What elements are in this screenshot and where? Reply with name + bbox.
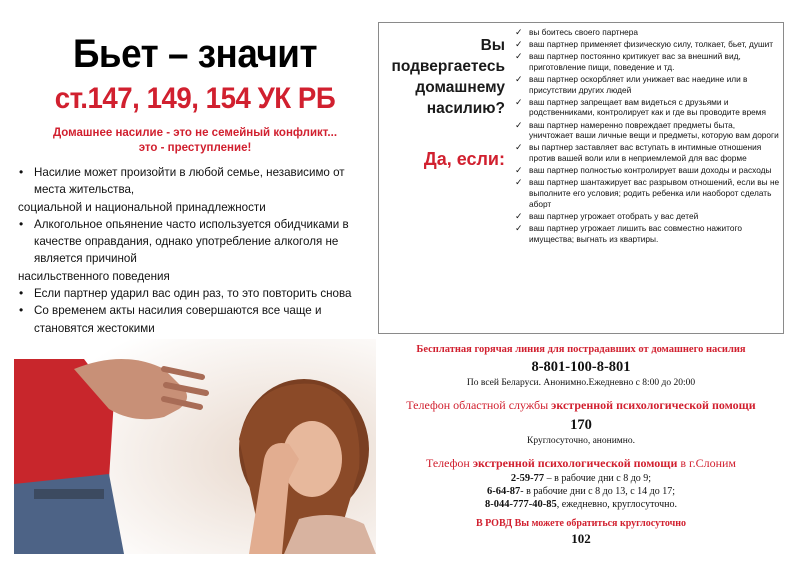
fact-text: Алкогольное опьянение часто используется обидчиками в качестве оправдания, однако употребление алкоголя не является причиной [34,217,349,266]
checkmark-icon: ✓ [515,96,523,107]
slonim-phone-line [378,473,784,484]
question-heading: Вы подвергаетесь домашнему насилию? [391,37,505,117]
hotline-number[interactable]: 8-801-100-8-801 [531,359,631,375]
checkmark-icon: ✓ [515,142,523,153]
bullet-icon: • [19,303,24,318]
slonim-service-title [378,456,784,471]
checkmark-icon: ✓ [515,51,523,62]
checkmark-icon: ✓ [515,177,523,188]
regional-number[interactable]: 170 [570,417,592,433]
bullet-icon: • [19,286,24,301]
signs-list [511,27,781,246]
regional-note: Круглосуточно, анонимно. [526,436,636,446]
slonim-phone-note: - в рабочие дни с 8 до 13, с 14 до 17; [520,486,675,497]
checkmark-icon: ✓ [515,222,523,233]
slonim-phone-number[interactable]: 8-044-777-40-85 [485,499,557,510]
tagline-line-1: Домашнее насилие - это не семейный конфликт... [52,127,338,139]
slonim-phone-number[interactable]: 6-64-87 [486,486,521,497]
regional-prefix: Телефон областной службы [406,398,552,412]
illustration-svg [14,339,376,554]
slonim-phone-note: – в рабочие дни с 8 до 9; [544,473,652,484]
sign-text: ваш партнер запрещает вам видеться с друзьями и родственниками, контролирует как и где вы проводите время [529,96,766,118]
hotline-title: Бесплатная горячая линия для пострадавших от домашнего насилия [416,344,746,355]
sign-text: ваш партнер полностью контролирует ваши доходы и расходы [529,165,772,176]
sign-text: ваш партнер применяет физическую силу, толкает, бьет, душит [529,39,774,50]
rovd-number[interactable]: 102 [571,531,591,546]
sign-item [511,39,781,50]
slonim-prefix: Телефон [425,456,473,470]
signs-panel [378,22,784,334]
headline: Бьет – значит [72,32,318,76]
checkmark-icon: ✓ [515,27,523,37]
fact-item [16,216,376,285]
sign-text: ваш партнер намеренно повреждает предметы быта, уничтожает ваши личные вещи и предметы, которую вам дороги [529,119,779,141]
slonim-phone-line [378,499,784,510]
checkmark-icon: ✓ [515,39,523,50]
illustration-photo [14,339,376,554]
tagline [14,126,376,156]
bullet-icon: • [19,216,24,231]
sign-text: ваш партнер оскорбляет или унижает вас наедине или в присутствии других людей [529,73,748,95]
sign-item [511,27,781,38]
slonim-phone-line [378,486,784,497]
jeans-shape [14,474,124,554]
answer-heading: Да, если: [423,149,505,169]
fact-item [16,302,376,337]
tagline-line-2: это - преступление! [138,142,252,154]
sign-text: ваш партнер угрожает лишить вас совместно нажитого имущества; выгнать из квартиры. [529,222,742,244]
regional-service-title [378,398,784,413]
fact-item [16,285,376,302]
fact-continuation: насильственного поведения [18,269,170,283]
fact-text: Насилие может произойти в любой семье, независимо от места жительства, [34,166,345,197]
sign-item [511,120,781,141]
fact-item [16,164,376,216]
checkmark-icon: ✓ [515,165,523,176]
sign-item [511,97,781,118]
slonim-phone-number[interactable]: 2-59-77 [510,473,545,484]
fact-text: Со временем акты насилия совершаются все чаще и становятся жестокими [34,304,322,335]
fact-text: Если партнер ударил вас один раз, то это повторить снова [34,287,352,301]
sign-text: ваш партнер шантажирует вас разрывом отношений, если вы не выполните его условия; родить ребенка или наоборот сделать аборт [529,177,780,209]
left-column [14,14,376,554]
sign-item [511,74,781,95]
sign-item [511,51,781,72]
facts-list [16,164,376,337]
regional-bold: экстренной психологической помощи [551,398,756,412]
slonim-phone-note: , ежедневно, круглосуточно. [556,499,677,510]
checkmark-icon: ✓ [515,210,523,221]
sign-item [511,211,781,222]
sign-item [511,177,781,209]
checkmark-icon: ✓ [515,73,523,84]
sign-item [511,223,781,244]
sign-text: ваш партнер постоянно критикует вас за внешний вид, приготовление пищи, поведение и тд. [529,51,741,72]
checkmark-icon: ✓ [515,119,523,130]
rovd-text: В РОВД Вы можете обратиться круглосуточно [475,518,687,529]
sign-item [511,142,781,163]
bullet-icon: • [19,165,24,179]
sign-text: вы партнер заставляет вас вступать в интимные отношения против вашей воли или в неприемлемой для вас форме [529,142,762,164]
slonim-bold: экстренной психологической помощи [472,456,678,470]
help-contacts [378,344,784,547]
belt-shape [34,489,104,499]
slonim-suffix: в г.Слоним [677,456,737,470]
fact-continuation: социальной и национальной принадлежности [18,200,266,214]
sign-item [511,165,781,176]
sign-text: вы боитесь своего партнера [529,27,638,37]
sign-text: ваш партнер угрожает отобрать у вас детей [529,210,699,221]
hotline-note: По всей Беларуси. Анонимно.Ежедневно с 8:00 до 20:00 [466,378,696,388]
law-articles: ст.147, 149, 154 УК РБ [54,82,336,115]
